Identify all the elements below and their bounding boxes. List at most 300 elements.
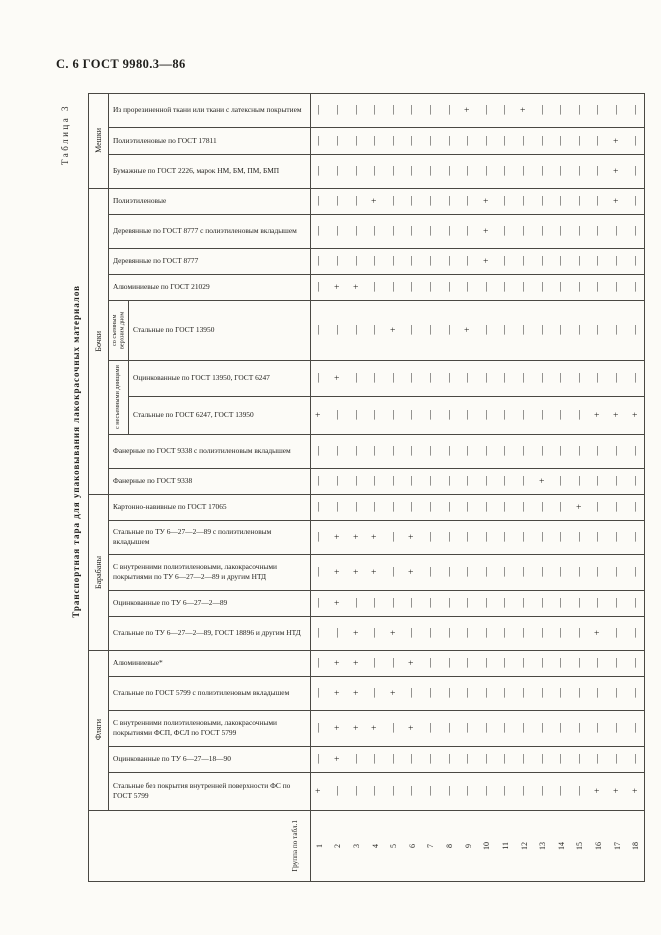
dash-mark: — [370,628,381,638]
data-cell-dash [366,590,385,616]
dash-mark: — [463,502,474,512]
plus-mark: + [314,412,325,418]
plus-mark: + [407,534,418,540]
data-cell-dash [533,300,552,360]
data-cell-dash [329,494,348,520]
plus-mark: + [370,569,381,575]
page-header-text: С. 6 ГОСТ 9980.3—86 [56,57,186,71]
data-cell-dash [366,127,385,154]
group-number: 10 [482,842,492,850]
data-cell-dash [589,520,608,554]
data-cell-dash [422,274,441,300]
dash-mark: — [630,567,641,577]
group-number: 16 [593,842,603,850]
dash-mark: — [574,226,585,236]
data-cell-dash [440,616,459,650]
data-cell-dash [366,248,385,274]
data-cell-dash [515,154,534,188]
data-cell-dash [589,650,608,676]
data-cell-dash [552,676,571,710]
data-cell-dash [403,188,422,214]
data-cell-dash [533,93,552,127]
data-cell-dash [310,300,329,360]
dash-mark: — [314,754,325,764]
dash-mark: — [425,135,436,146]
dash-mark: — [425,166,436,176]
data-cell-dash [552,520,571,554]
data-cell-dash [310,214,329,248]
dash-mark: — [537,786,548,796]
container-group-cell [88,188,108,494]
dash-mark: — [612,567,623,577]
data-cell-dash [608,710,627,746]
data-cell-plus [347,650,366,676]
dash-mark: — [407,476,418,486]
dash-mark: — [407,688,418,698]
data-cell-plus [347,554,366,590]
data-cell-dash [347,772,366,810]
dash-mark: — [500,226,511,236]
band-header-text: Стальные без покрытия внутренней поверхности ФС по ГОСТ 5799 [113,781,291,800]
dash-mark: — [519,532,529,542]
band-data-row [310,93,645,127]
dash-mark: — [388,476,399,486]
dash-mark: — [537,196,548,206]
dash-mark: — [444,532,455,542]
dash-mark: — [388,502,399,512]
dash-mark: — [351,754,362,764]
data-cell-dash [533,494,552,520]
data-cell-dash [477,650,496,676]
group-number: 14 [556,842,566,850]
data-cell-dash [552,248,571,274]
data-cell-plus [329,360,348,396]
dash-mark: — [407,226,418,236]
band-header [108,554,310,590]
data-cell-plus [403,710,422,746]
data-cell-dash [347,248,366,274]
dash-mark: — [537,325,548,335]
plus-mark: + [332,284,343,290]
data-cell-plus [366,710,385,746]
dash-mark: — [332,135,343,146]
data-cell-dash [384,248,403,274]
dash-mark: — [407,196,418,206]
data-cell-plus [347,710,366,746]
dash-mark: — [332,410,343,420]
dash-mark: — [314,502,325,512]
dash-mark: — [593,226,604,236]
dash-mark: — [314,658,325,668]
data-cell-dash [496,434,515,468]
data-cell-dash [459,590,478,616]
dash-mark: — [574,567,585,577]
data-cell-dash [329,154,348,188]
data-cell-dash [459,396,478,434]
dash-mark: — [444,658,455,668]
dash-mark: — [388,282,399,292]
dash-mark: — [351,196,362,206]
dash-mark: — [444,373,455,383]
data-cell-dash [533,214,552,248]
data-cell-dash [608,520,627,554]
dash-mark: — [556,446,567,456]
data-cell-dash [496,300,515,360]
data-cell-dash [403,746,422,772]
dash-mark: — [556,598,567,608]
data-cell-dash [347,746,366,772]
data-cell-dash [552,650,571,676]
data-cell-dash [496,494,515,520]
dash-mark: — [500,532,511,542]
data-cell-dash [477,554,496,590]
data-cell-dash [515,434,534,468]
plus-mark: + [351,725,362,731]
dash-mark: — [388,105,399,115]
band-header [128,360,310,396]
band-data-row [310,710,645,746]
data-cell-dash [347,300,366,360]
dash-mark: — [370,502,381,512]
dash-mark: — [537,723,548,733]
band-data-row [310,300,645,360]
data-cell-dash [552,616,571,650]
group-number: 11 [500,842,510,850]
dash-mark: — [630,446,641,456]
dash-mark: — [481,282,492,292]
dash-mark: — [314,135,325,146]
dash-mark: — [574,256,585,266]
dash-mark: — [612,282,623,292]
data-cell-dash [589,590,608,616]
data-cell-dash [589,127,608,154]
data-cell-dash [366,154,385,188]
data-cell-dash [533,154,552,188]
dash-mark: — [481,166,492,176]
dash-mark: — [351,226,362,236]
dash-mark: — [500,567,511,577]
data-cell-dash [347,434,366,468]
dash-mark: — [612,598,623,608]
band-header-text: Стальные по ГОСТ 13950 [133,325,215,335]
group-number-cell [329,810,348,882]
dash-mark: — [500,256,511,266]
data-cell-dash [589,554,608,590]
dash-mark: — [388,754,399,764]
dash-mark: — [388,658,399,668]
dash-mark: — [630,166,641,176]
data-cell-dash [440,93,459,127]
data-cell-dash [477,676,496,710]
dash-mark: — [519,754,529,764]
dash-mark: — [370,256,381,266]
dash-mark: — [425,754,436,764]
data-cell-dash [608,676,627,710]
dash-mark: — [407,598,418,608]
data-cell-dash [626,710,645,746]
band-data-row [310,248,645,274]
dash-mark: — [388,373,399,383]
dash-mark: — [537,688,548,698]
dash-mark: — [556,166,567,176]
data-cell-dash [403,676,422,710]
band-header-text: Оцинкованные по ТУ 6—27—2—89 [113,598,228,608]
barrel-subnote-cell [108,300,128,360]
data-cell-plus [533,468,552,494]
dash-mark: — [574,532,585,542]
dash-mark: — [332,628,343,638]
data-cell-dash [477,360,496,396]
data-cell-dash [515,300,534,360]
data-cell-plus [329,676,348,710]
dash-mark: — [537,256,548,266]
data-cell-dash [533,772,552,810]
container-group-cell [88,494,108,650]
dash-mark: — [574,754,585,764]
data-cell-plus [366,554,385,590]
dash-mark: — [481,532,492,542]
dash-mark: — [463,476,474,486]
data-cell-dash [515,676,534,710]
dash-mark: — [407,446,418,456]
dash-mark: — [612,688,623,698]
dash-mark: — [425,786,436,796]
group-number-cell [366,810,385,882]
data-cell-dash [310,746,329,772]
data-cell-dash [384,127,403,154]
data-cell-dash [459,154,478,188]
data-cell-dash [496,554,515,590]
group-number: 5 [389,844,399,848]
data-cell-plus [329,274,348,300]
barrel-subnote-label: с несъемными днищами [114,365,122,429]
plus-mark: + [407,660,418,666]
dash-mark: — [463,567,474,577]
dash-mark: — [537,628,548,638]
dash-mark: — [612,628,623,638]
data-cell-plus [329,650,348,676]
dash-mark: — [388,598,399,608]
dash-mark: — [370,325,381,335]
group-number-row [310,810,645,882]
data-cell-dash [459,710,478,746]
data-cell-plus [384,616,403,650]
data-cell-dash [384,494,403,520]
dash-mark: — [519,446,529,456]
dash-mark: — [519,786,529,796]
dash-mark: — [593,135,604,146]
dash-mark: — [407,754,418,764]
dash-mark: — [612,226,623,236]
dash-mark: — [574,723,585,733]
group-number: 3 [352,844,362,848]
dash-mark: — [630,256,641,266]
data-cell-dash [403,434,422,468]
dash-mark: — [463,446,474,456]
dash-mark: — [574,105,585,115]
data-cell-dash [459,214,478,248]
data-cell-dash [422,616,441,650]
data-cell-dash [496,93,515,127]
data-cell-dash [310,188,329,214]
data-cell-dash [310,494,329,520]
data-cell-dash [459,494,478,520]
dash-mark: — [425,658,436,668]
dash-mark: — [370,166,381,176]
plus-mark: + [593,788,604,794]
band-header-text: Стальные по ГОСТ 5799 с полиэтиленовым вкладышем [113,688,290,698]
data-cell-plus [515,93,534,127]
plus-mark: + [463,327,474,333]
plus-mark: + [351,534,362,540]
data-cell-dash [515,520,534,554]
dash-mark: — [407,256,418,266]
dash-mark: — [370,282,381,292]
dash-mark: — [407,105,418,115]
data-cell-dash [552,494,571,520]
data-cell-plus [403,650,422,676]
data-cell-dash [533,554,552,590]
group-number-cell [422,810,441,882]
data-cell-dash [310,616,329,650]
data-cell-dash [589,154,608,188]
data-cell-dash [515,396,534,434]
group-number-cell [477,810,496,882]
dash-mark: — [425,105,436,115]
data-cell-dash [310,154,329,188]
group-number-cell [403,810,422,882]
plus-mark: + [332,756,343,762]
data-cell-dash [571,248,590,274]
dash-mark: — [630,628,641,638]
data-cell-dash [552,396,571,434]
data-cell-dash [533,360,552,396]
band-header [108,434,310,468]
group-number: 15 [575,842,585,850]
dash-mark: — [481,446,492,456]
data-cell-dash [403,616,422,650]
data-cell-dash [608,360,627,396]
data-cell-dash [533,127,552,154]
data-cell-dash [571,590,590,616]
data-cell-dash [571,127,590,154]
dash-mark: — [351,325,362,335]
data-cell-dash [347,396,366,434]
band-header [128,300,310,360]
data-cell-dash [329,772,348,810]
plus-mark: + [351,284,362,290]
dash-mark: — [332,256,343,266]
container-group-cell [88,650,108,810]
group-number-cell [384,810,403,882]
data-cell-dash [384,468,403,494]
dash-mark: — [574,166,585,176]
group-number: 6 [407,844,417,848]
dash-mark: — [388,446,399,456]
data-cell-dash [515,214,534,248]
dash-mark: — [444,196,455,206]
data-cell-dash [403,127,422,154]
data-cell-dash [589,710,608,746]
dash-mark: — [556,628,567,638]
data-cell-dash [422,188,441,214]
data-cell-dash [347,188,366,214]
dash-mark: — [370,135,381,146]
data-cell-dash [347,590,366,616]
dash-mark: — [407,325,418,335]
data-cell-dash [440,710,459,746]
data-cell-dash [329,468,348,494]
dash-mark: — [593,476,604,486]
dash-mark: — [500,658,511,668]
dash-mark: — [463,658,474,668]
plus-mark: + [463,107,474,113]
data-cell-dash [440,554,459,590]
dash-mark: — [500,325,511,335]
data-cell-dash [310,127,329,154]
table-caption-text: Таблица 3 [59,103,70,165]
data-cell-dash [384,520,403,554]
band-header-text: Бумажные по ГОСТ 2226, марок НМ, БМ, ПМ, БМП [113,166,280,176]
dash-mark: — [370,786,381,796]
dash-mark: — [463,373,474,383]
dash-mark: — [370,754,381,764]
dash-mark: — [463,786,474,796]
dash-mark: — [370,373,381,383]
data-cell-dash [496,772,515,810]
data-cell-dash [440,468,459,494]
plus-mark: + [332,534,343,540]
data-cell-dash [459,554,478,590]
data-cell-dash [310,360,329,396]
dash-mark: — [593,282,604,292]
plus-mark: + [332,600,343,606]
plus-mark: + [332,690,343,696]
dash-mark: — [519,658,529,668]
plus-mark: + [593,630,604,636]
plus-mark: + [332,375,343,381]
data-cell-dash [515,127,534,154]
dash-mark: — [351,410,362,420]
data-cell-dash [552,274,571,300]
data-cell-dash [515,494,534,520]
dash-mark: — [370,226,381,236]
data-cell-dash [422,468,441,494]
dash-mark: — [351,135,362,146]
dash-mark: — [574,135,585,146]
barrel-subnote-cell [108,360,128,434]
dash-mark: — [612,373,623,383]
data-cell-dash [329,300,348,360]
dash-mark: — [537,282,548,292]
data-cell-dash [422,396,441,434]
data-cell-dash [310,520,329,554]
group-number: 4 [370,844,380,848]
dash-mark: — [444,256,455,266]
data-cell-dash [608,434,627,468]
group-number: 8 [445,844,455,848]
plus-mark: + [481,258,492,264]
data-cell-dash [403,93,422,127]
band-header-text: Картонно-навивные по ГОСТ 17065 [113,502,227,512]
plus-mark: + [612,137,623,144]
data-cell-plus [347,274,366,300]
plus-mark: + [593,412,604,418]
band-data-row [310,746,645,772]
dash-mark: — [556,723,567,733]
band-header-text: Стальные по ТУ 6—27—2—89, ГОСТ 18896 и другим НТД [113,628,301,638]
data-cell-plus [329,710,348,746]
